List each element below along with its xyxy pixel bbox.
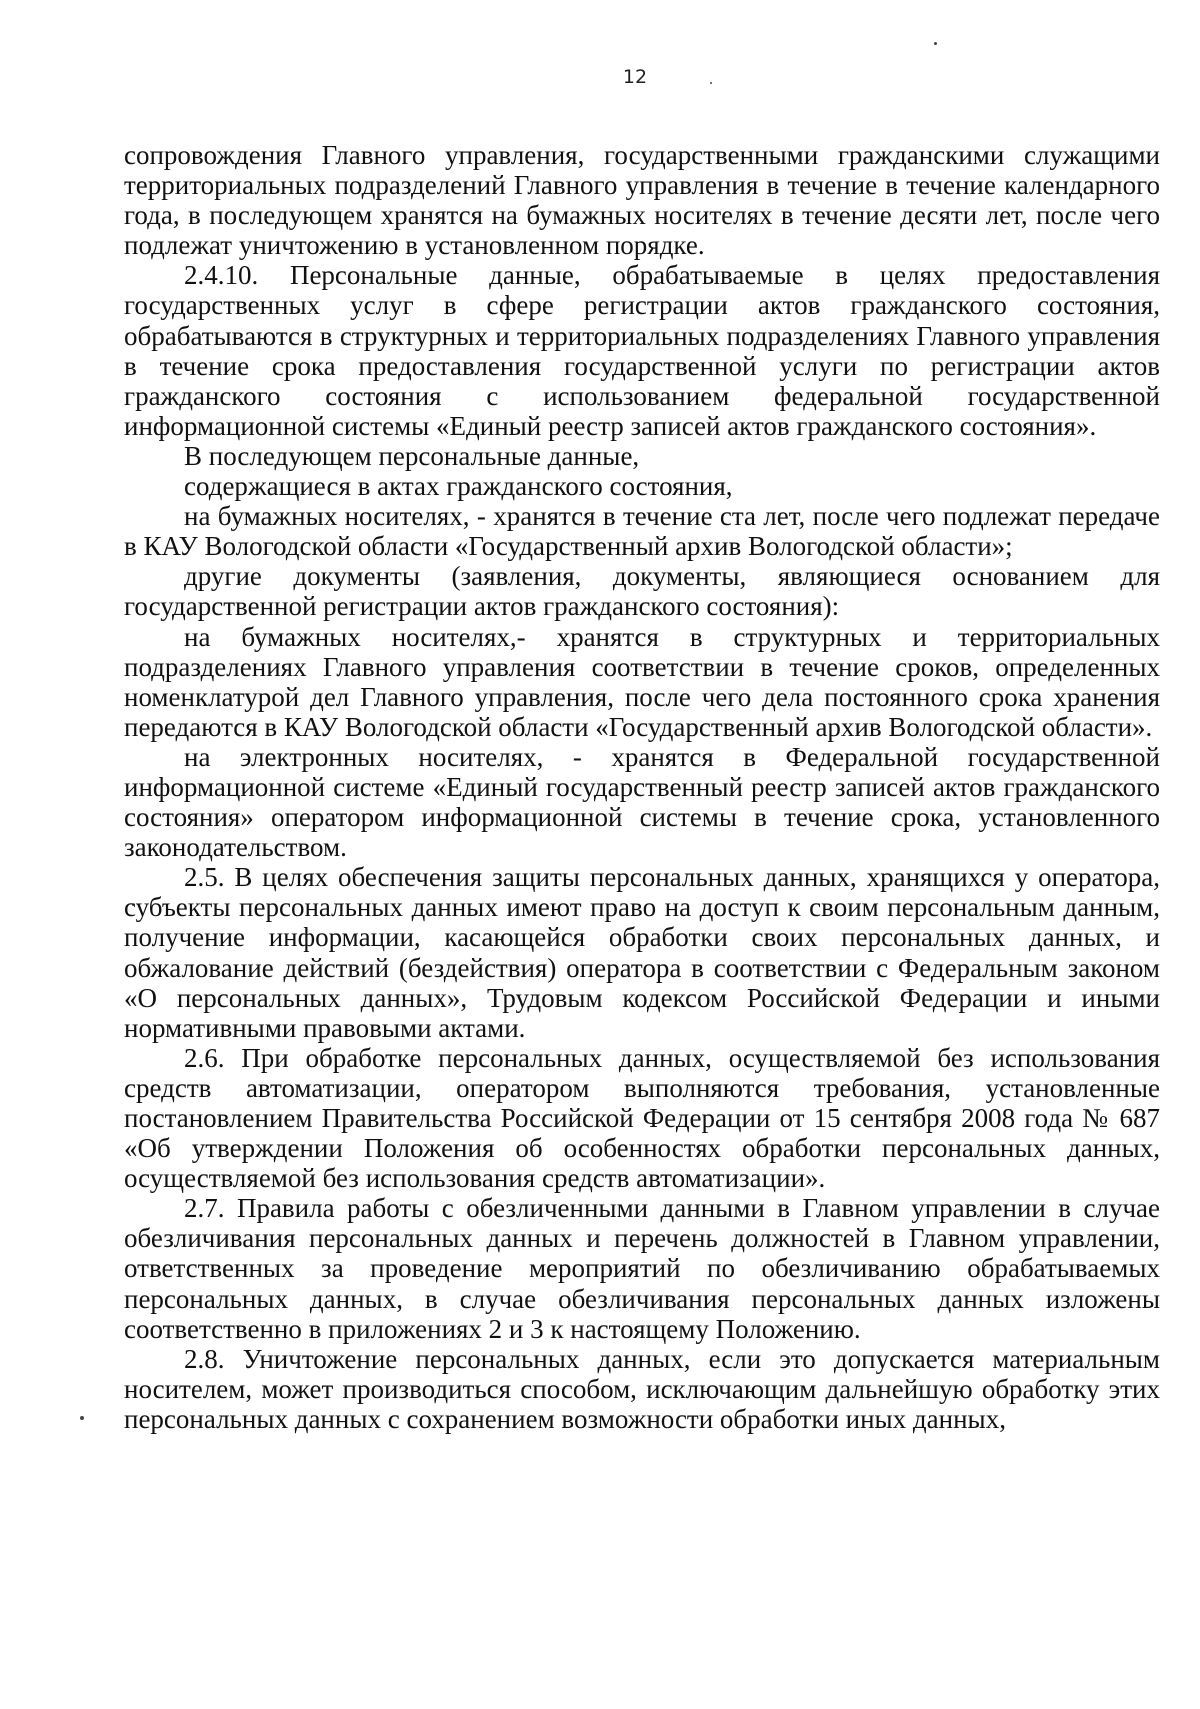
paragraph-2-5: 2.5. В целях обеспечения защиты персональных данных, хранящихся у оператора, субъекты персональных данных имеют право на доступ к своим персональным данным, получение информации, касающейся обработки своих персональных данных, и обжалование действий (бездействия) оператора в соответствии с Федеральным законом «О персональных данных», Трудовым кодексом Российской Федерации и иными нормативными правовыми актами. (124, 862, 1160, 1043)
paragraph-subsequent: В последующем персональные данные, (184, 440, 640, 471)
page-number: 12 (622, 66, 648, 88)
scan-speck-top (934, 42, 937, 45)
paragraph-electronic-media: на электронных носителях, - хранятся в Федеральной государственной информационной системе «Единый государственный реестр записей актов гражданского состояния» оператором информационной системы в течение срока, установленного законодательством. (124, 741, 1160, 863)
paragraph-continuation: сопровождения Главного управления, государственными гражданскими служащими территориальных подразделений Главного управления в течение в течение календарного года, в последующем хранятся на бумажных носителях в течение десяти лет, после чего подлежат уничтожению в установленном порядке. (124, 140, 1160, 261)
paragraph-2-7: 2.7. Правила работы с обезличенными данными в Главном управлении в случае обезличивания персональных данных и перечень должностей в Главном управлении, ответственных за проведение мероприятий по обезличиванию обрабатываемых персональных данных, в случае обезличивания персональных данных изложены соответственно в приложениях 2 и 3 к настоящему Положению. (124, 1193, 1160, 1344)
scan-speck-number (710, 82, 712, 84)
paragraph-paper-media: на бумажных носителях, - хранятся в течение ста лет, после чего подлежат передаче в КАУ Вологодской области «Государственный архив Вологодской области»; (124, 501, 1160, 562)
paragraph-2-4-10: 2.4.10. Персональные данные, обрабатываемые в целях предоставления государственных услуг в сфере регистрации актов гражданского состояния, обрабатываются в структурных и территориальных подразделениях Главного управления в течение срока предоставления государственной услуги по регистрации актов гражданского состояния с использованием федеральной государственной информационной системы «Единый реестр записей актов гражданского состояния». (124, 260, 1160, 441)
document-body (124, 140, 1160, 1434)
paragraph-other-documents: другие документы (заявления, документы, являющиеся основанием для государственной регистрации актов гражданского состояния): (124, 561, 1160, 622)
paragraph-paper-media-other: на бумажных носителях,- хранятся в структурных и территориальных подразделениях Главного управления соответствии в течение сроков, определенных номенклатурой дел Главного управления, после чего дела постоянного срока хранения передаются в КАУ Вологодской области «Государственный архив Вологодской области». (124, 621, 1160, 742)
paragraph-acts-contained: содержащиеся в актах гражданского состояния, (184, 471, 733, 502)
paragraph-2-8: 2.8. Уничтожение персональных данных, если это допускается материальным носителем, может производиться способом, исключающим дальнейшую обработку этих персональных данных с сохранением возможности обработки иных данных, (124, 1343, 1160, 1434)
scan-speck-left (80, 1416, 84, 1420)
paragraph-2-6: 2.6. При обработке персональных данных, осуществляемой без использования средств автоматизации, оператором выполняются требования, установленные постановлением Правительства Российской Федерации от 15 сентября 2008 года № 687 «Об утверждении Положения об особенностях обработки персональных данных, осуществляемой без использования средств автоматизации». (124, 1042, 1160, 1194)
